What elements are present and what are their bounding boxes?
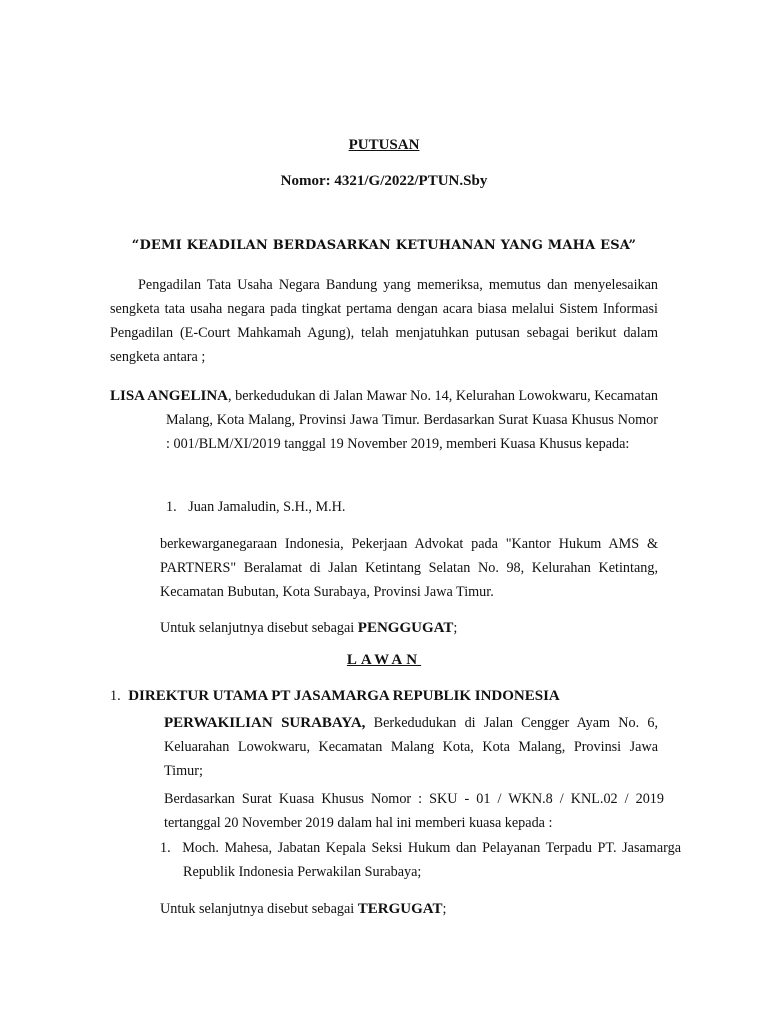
- tergugat-surat-kuasa: [164, 787, 664, 835]
- tergugat-header: [110, 684, 670, 708]
- document-title: PUTUSAN: [348, 137, 420, 153]
- irah-irah-heading: “DEMI KEADILAN BERDASARKAN KETUHANAN YANG MAHA ESA”: [131, 238, 637, 253]
- tergugat-identity: [164, 711, 658, 783]
- penggugat-identity: [110, 384, 658, 456]
- intro-text: Pengadilan Tata Usaha Negara Bandung yang memeriksa, memutus dan menyelesaikan sengketa tata usaha negara pada tingkat pertama dengan acara biasa melalui Sistem Informasi Pengadilan (E-Court Mahkamah Agung), telah menjatuhkan putusan sebagai berikut dalam sengketa antara ;: [110, 277, 658, 365]
- tergugat-number: 1.: [110, 688, 121, 704]
- tergugat-kuasa-name: Moch. Mahesa, Jabatan Kepala Seksi Hukum dan Pelayanan Terpadu PT. Jasamarga Republik Indonesia Perwakilan Surabaya;: [182, 840, 681, 880]
- penggugat-block: [110, 384, 658, 456]
- penggugat-kuasa-item: [166, 495, 658, 519]
- sebutan-role-penggugat: PENGGUGAT: [357, 620, 454, 636]
- penggugat-name: LISA ANGELINA: [110, 388, 228, 404]
- tergugat-details: Berkedudukan di Jalan Cengger Ayam No. 6, Keluarahan Lowokwaru, Kecamatan Malang Kota, Kota Malang, Provinsi Jawa Timur;: [164, 715, 658, 779]
- tergugat-name-line2: PERWAKILIAN SURABAYA,: [164, 715, 366, 731]
- tergugat-kuasa-item: [160, 836, 681, 884]
- sebutan-end: ;: [453, 620, 458, 636]
- intro-paragraph: [110, 273, 658, 369]
- sebutan-text: Untuk selanjutnya disebut sebagai: [160, 620, 358, 636]
- lawan-heading: LAWAN: [346, 652, 422, 668]
- tergugat-name-line1: DIREKTUR UTAMA PT JASAMARGA REPUBLIK INDONESIA: [128, 688, 560, 704]
- kuasa-item-number: 1.: [166, 499, 177, 515]
- sebutan-role-tergugat: TERGUGAT: [357, 901, 443, 917]
- sebutan-end: ;: [442, 901, 447, 917]
- kuasa-item-name: Juan Jamaludin, S.H., M.H.: [188, 499, 346, 515]
- penggugat-details: , berkedudukan di Jalan Mawar No. 14, Kelurahan Lowokwaru, Kecamatan Malang, Kota Malang, Provinsi Jawa Timur. Berdasarkan Surat Kuasa Khusus Nomor : 001/BLM/XI/2019 tanggal 19 November 2019, memberi Kuasa Khusus kepada:: [166, 388, 658, 452]
- tergugat-surat-kuasa-text: Berdasarkan Surat Kuasa Khusus Nomor : SKU - 01 / WKN.8 / KNL.02 / 2019 tertanggal 20 November 2019 dalam hal ini memberi kuasa kepada :: [164, 791, 664, 831]
- tergugat-sebutan: [160, 897, 658, 921]
- case-number: Nomor: 4321/G/2022/PTUN.Sby: [280, 173, 488, 189]
- kuasa-details-text: berkewarganegaraan Indonesia, Pekerjaan Advokat pada "Kantor Hukum AMS & PARTNERS" Beralamat di Jalan Ketintang Selatan No. 98, Kelurahan Ketintang, Kecamatan Bubutan, Kota Surabaya, Provinsi Jawa Timur.: [160, 536, 658, 600]
- penggugat-sebutan: [160, 616, 658, 640]
- penggugat-kuasa-details: [160, 532, 658, 604]
- sebutan-text: Untuk selanjutnya disebut sebagai: [160, 901, 358, 917]
- tergugat-kuasa-number: 1.: [160, 840, 171, 856]
